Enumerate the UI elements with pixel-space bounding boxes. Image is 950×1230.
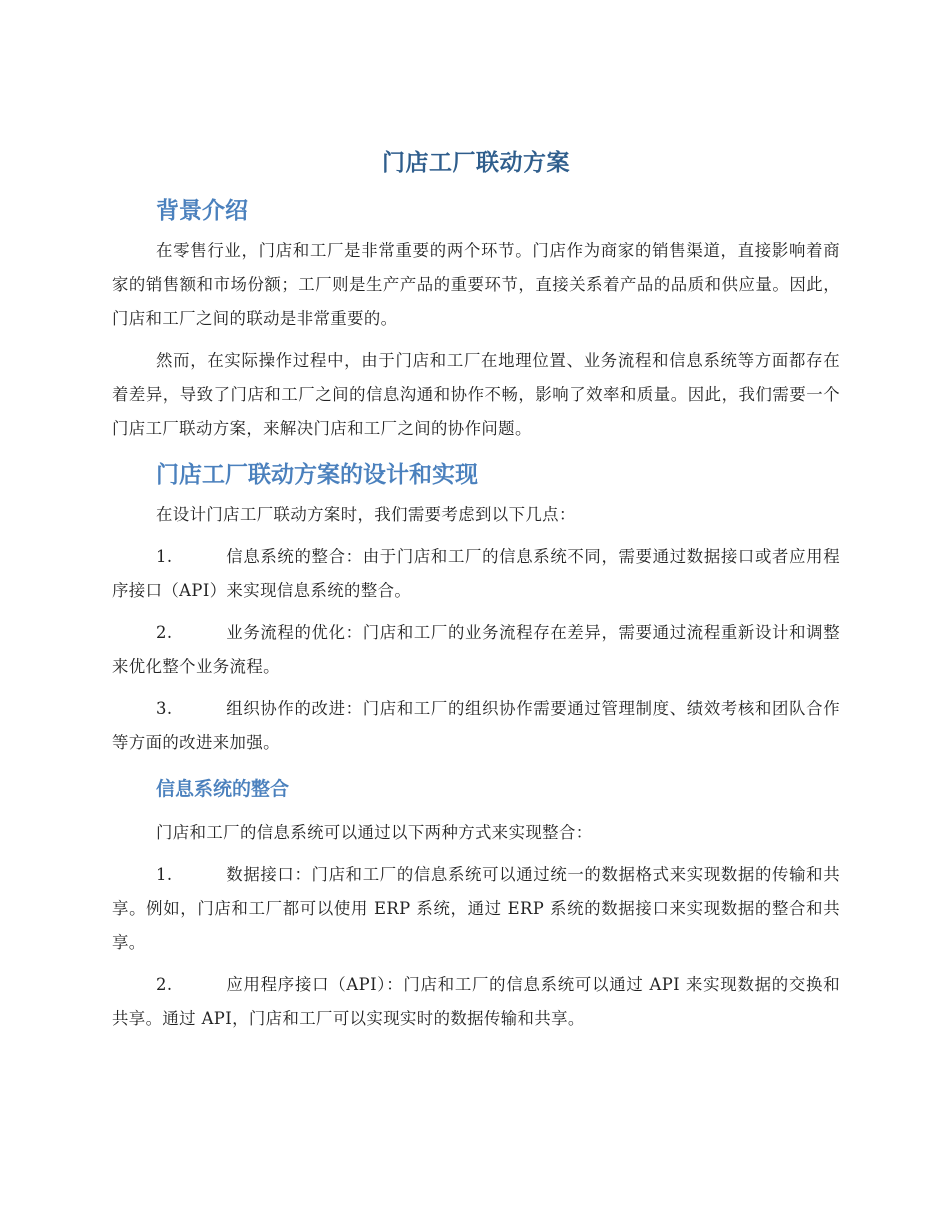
section-heading-background: 背景介绍: [156, 198, 248, 224]
list-number: 2.: [156, 623, 173, 642]
section-heading-integration: 信息系统的整合: [156, 778, 290, 800]
list-number: 3.: [156, 699, 173, 718]
list-item: [112, 968, 840, 1036]
list-text: 信息系统的整合：由于门店和工厂的信息系统不同，需要通过数据接口或者应用程序接口（API）来实现信息系统的整合。: [112, 547, 840, 600]
list-item: [112, 858, 840, 960]
section-heading-design: 门店工厂联动方案的设计和实现: [156, 462, 478, 488]
document-page: [112, 140, 840, 1044]
list-number: 2.: [156, 975, 173, 994]
list-text: 应用程序接口（API）：门店和工厂的信息系统可以通过 API 来实现数据的交换和共享。通过 API，门店和工厂可以实现实时的数据传输和共享。: [112, 975, 840, 1028]
list-item: [112, 616, 840, 684]
list-text: 组织协作的改进：门店和工厂的组织协作需要通过管理制度、绩效考核和团队合作等方面的改进来加强。: [112, 699, 840, 752]
document-title: 门店工厂联动方案: [382, 150, 570, 176]
paragraph-intro: 门店和工厂的信息系统可以通过以下两种方式来实现整合：: [156, 823, 593, 842]
list-number: 1.: [156, 547, 173, 566]
list-text: 数据接口：门店和工厂的信息系统可以通过统一的数据格式来实现数据的传输和共享。例如，门店和工厂都可以使用 ERP 系统，通过 ERP 系统的数据接口来实现数据的整合和共享。: [112, 865, 840, 952]
paragraph: 在零售行业，门店和工厂是非常重要的两个环节。门店作为商家的销售渠道，直接影响着商家的销售额和市场份额；工厂则是生产产品的重要环节，直接关系着产品的品质和供应量。因此，门店和工厂之间的联动是非常重要的。: [112, 241, 840, 328]
list-number: 1.: [156, 865, 173, 884]
paragraph: 然而，在实际操作过程中，由于门店和工厂在地理位置、业务流程和信息系统等方面都存在着差异，导致了门店和工厂之间的信息沟通和协作不畅，影响了效率和质量。因此，我们需要一个门店工厂联动方案，来解决门店和工厂之间的协作问题。: [112, 351, 840, 438]
list-text: 业务流程的优化：门店和工厂的业务流程存在差异，需要通过流程重新设计和调整来优化整个业务流程。: [112, 623, 840, 676]
list-item: [112, 692, 840, 760]
list-item: [112, 540, 840, 608]
paragraph-intro: 在设计门店工厂联动方案时，我们需要考虑到以下几点：: [156, 505, 576, 524]
